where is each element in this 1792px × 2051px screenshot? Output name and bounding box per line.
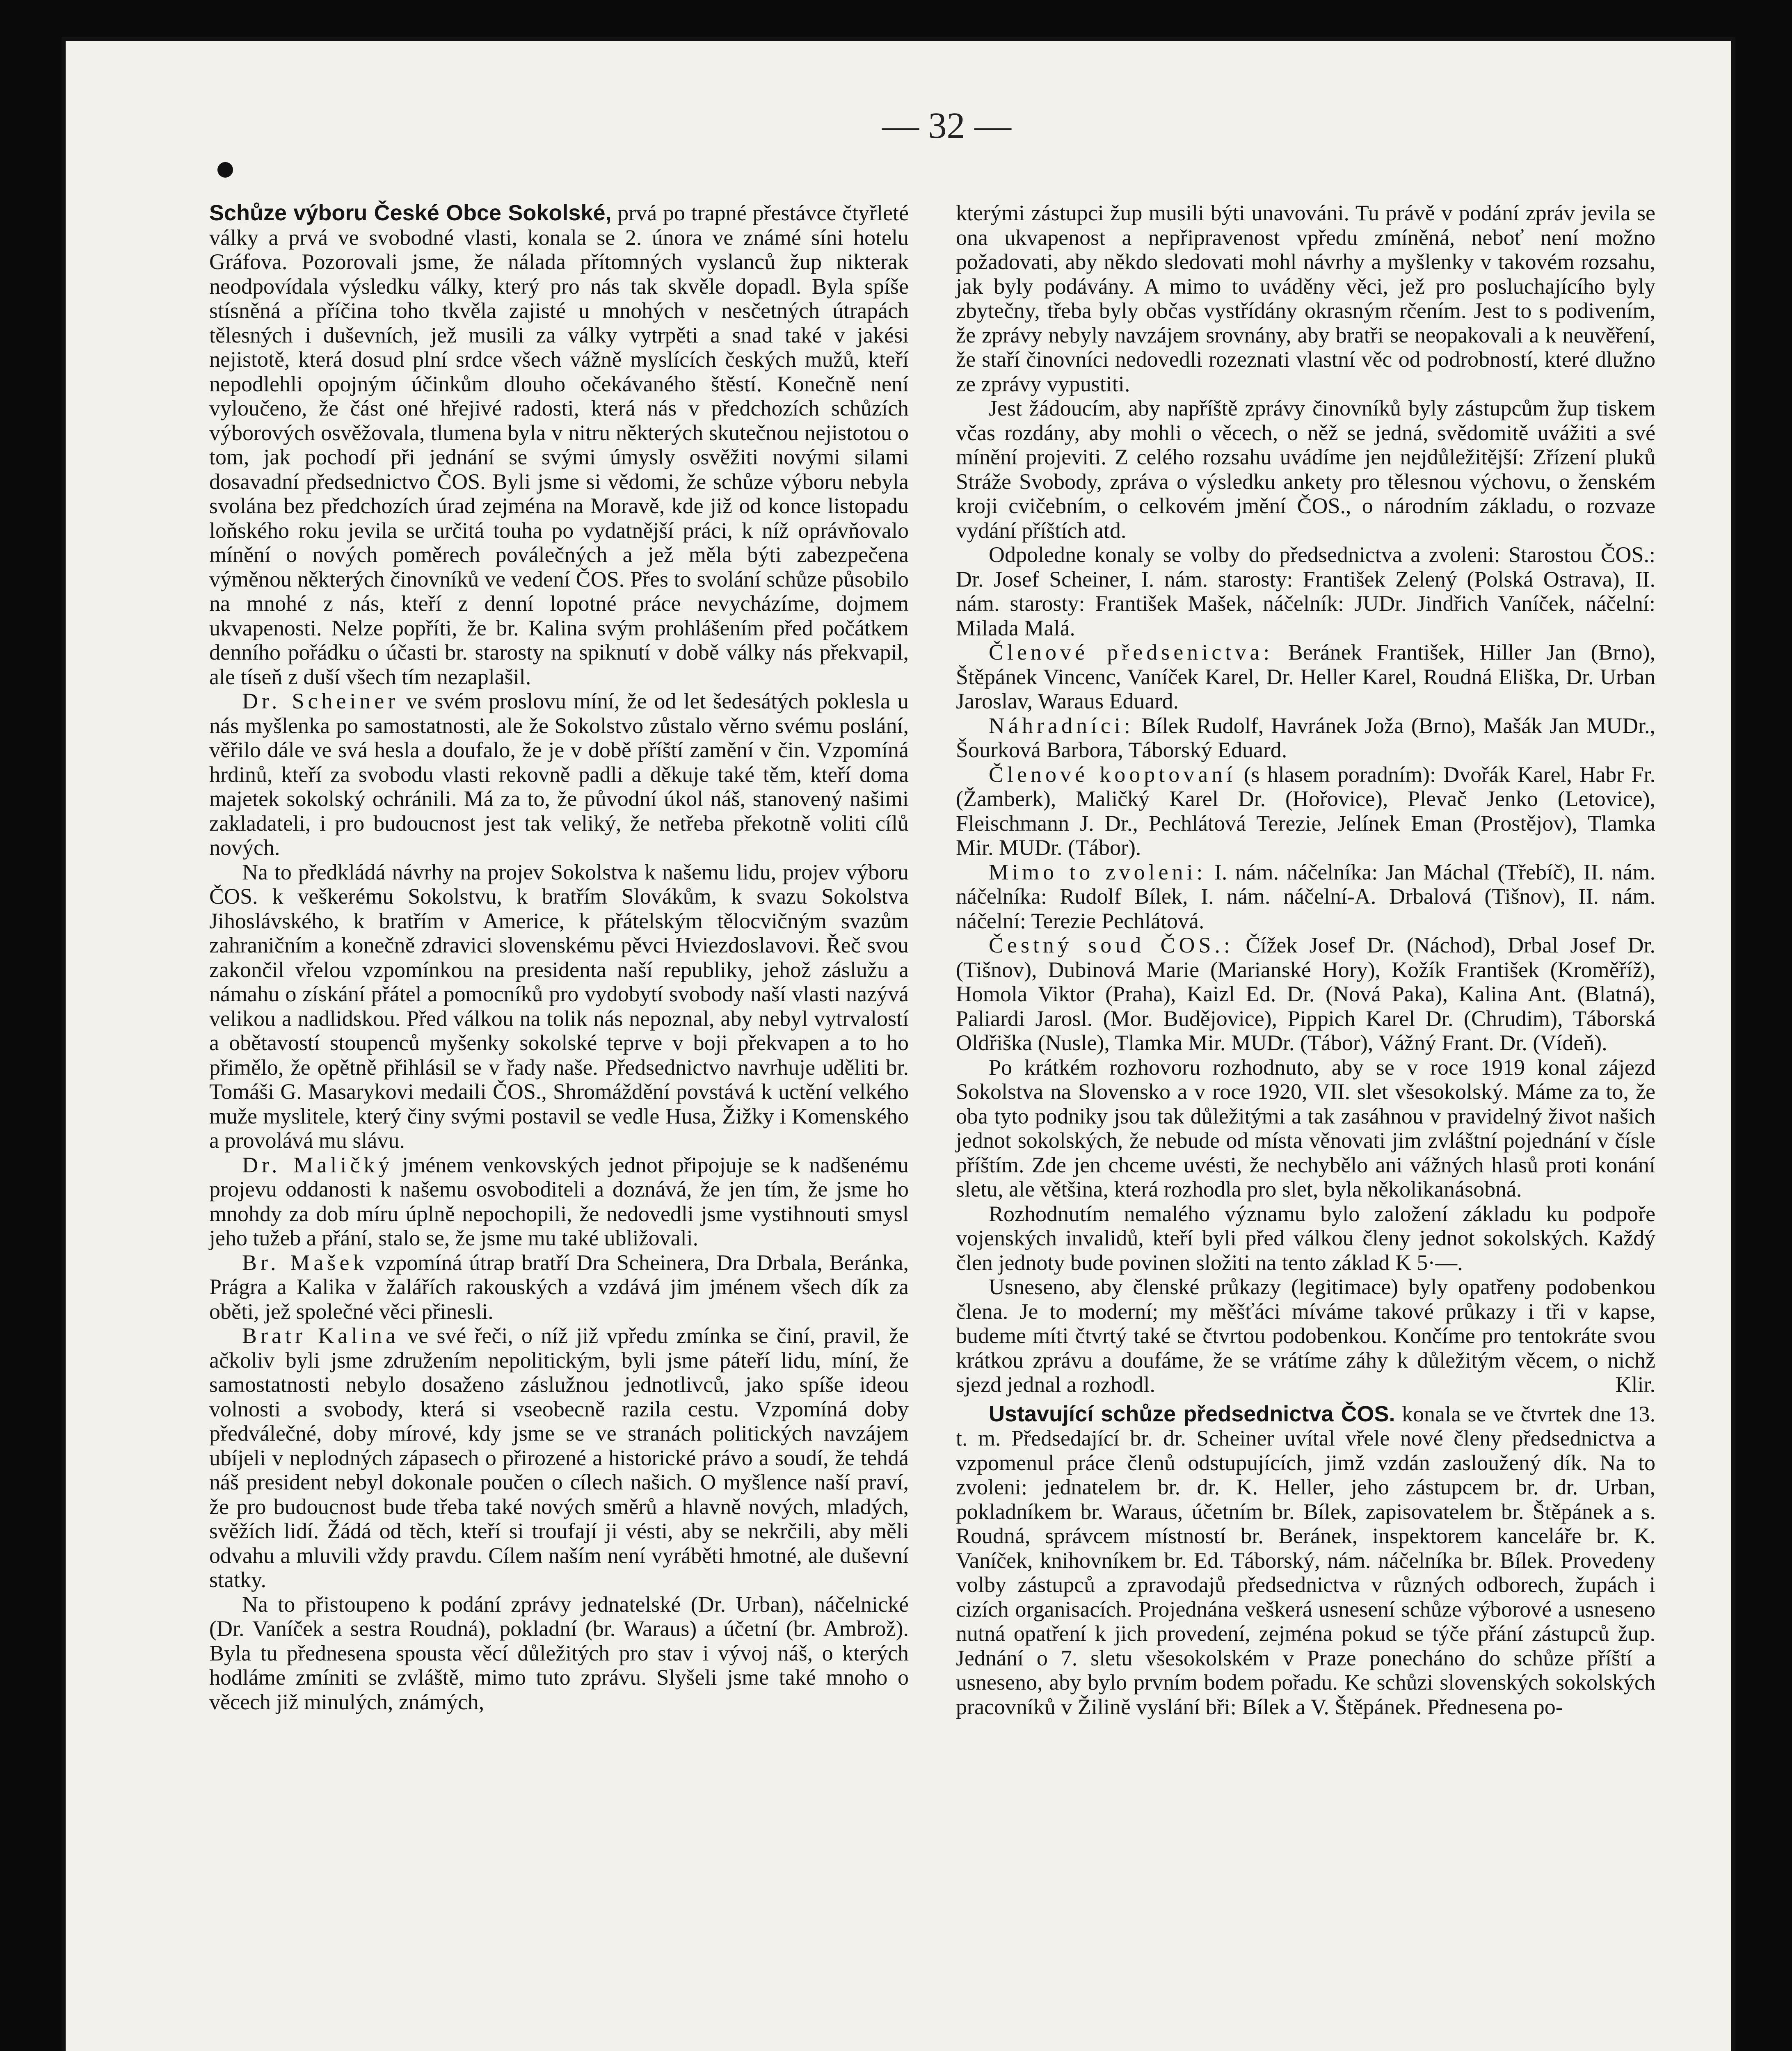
paragraph: Náhradníci: Bílek Rudolf, Havránek Joža (Brno), Mašák Jan MUDr., Šourková Barbora, Táborský Eduard. [956, 713, 1655, 762]
paragraph: Schůze výboru České Obce Sokolské, prvá po trapné přestávce čtyřleté války a prvá ve svobodné vlasti, konala se 2. února ve známé síni hotelu Gráfova. Pozorovali jsme, že nálada přítomných vyslanců žup nikterak neodpovídala výsledku války, který pro nás tak skvěle dopadl. Byla spíše stísněná a příčina toho tkvěla zajisté u mnohých v nesčetných útrapách tělesných i duševních, jež musili za války vytrpěti a snad také v jakési nejistotě, která dosud plní srdce všech vážně myslících českých mužů, kteří nepodlehli opojným účinkům dlouho očekávaného štěstí. Konečně není vyloučeno, že část oné hřejivé radosti, která nás v předchozích schůzích výborových osvěžovala, tlumena byla v nitru některých skutečnou nejistotou o tom, jak pochodí při jednání se svými úmysly osvěžiti novými silami dosavadní předsednictvo ČOS. Byli jsme si vědomi, že schůze výboru nebyla svolána bez předchozích úrad zejména na Moravě, kde již od konce listopadu loňského roku jevila se určitá touha po vydatnější práci, k níž oprávňovalo mínění o nových poměrech poválečných a jež měla býti zabezpečena výměnou některých činovníků ve vedení ČOS. Přes to svolání schůze působilo na mnohé z nás, kteří z denní lopotné práce nevycházíme, dojmem ukvapenosti. Nelze popříti, že br. Kalina svým prohlášením před počátkem denního pořádku o účasti br. starosty na spiknutí v době války nás překvapil, ale tíseň z duší všech tím nezaplašil. [209, 201, 909, 689]
right-column [956, 201, 1655, 1719]
paragraph: Odpoledne konaly se volby do předsednictva a zvoleni: Starostou ČOS.: Dr. Josef Scheiner, I. nám. starosty: František Zelený (Polská Ostrava), II. nám. starosty: František Mašek, náčelník: JUDr. Jindřich Vaníček, náčelní: Milada Malá. [956, 542, 1655, 640]
paragraph: Usneseno, aby členské průkazy (legitimace) byly opatřeny podobenkou člena. Je to moderní; my měšťáci míváme takové průkazy i tři v kapse, budeme míti čtvrtý také se čtvrtou podobenkou. Končíme pro tentokráte svou krátkou zprávu a doufáme, že se vrátíme záhy k důležitým věcem, o nichž sjezd jednal a rozhodl. Klir. [956, 1274, 1655, 1397]
list-label: Členové kooptovaní [989, 762, 1237, 787]
paragraph: Členové předsenictva: Beránek František, Hiller Jan (Brno), Štěpánek Vincenc, Vaníček Karel, Dr. Heller Karel, Roudná Eliška, Dr. Urban Jaroslav, Waraus Eduard. [956, 640, 1655, 713]
page-number: — 32 — [882, 105, 1011, 146]
left-column [209, 201, 909, 1714]
list-label: Náhradníci: [989, 713, 1134, 738]
speaker-name: Dr. Scheiner [242, 689, 399, 713]
paragraph: Po krátkém rozhovoru rozhodnuto, aby se v roce 1919 konal zájezd Sokolstva na Slovensko a v roce 1920, VII. slet všesokolský. Máme za to, že oba tyto podniky jsou tak důležitými a tak zasáhnou v pravidelný život našich jednot sokolských, že nebude od místa věnovati jim zvláštní pojednání v čísle příštím. Zde jen chceme uvésti, že nechybělo ani vážných hlasů proti konání sletu, ale většina, která rozhodla pro slet, byla několikanásobná. [956, 1055, 1655, 1201]
speaker-name: Br. Mašek [242, 1250, 368, 1275]
paragraph: Na to přistoupeno k podání zprávy jednatelské (Dr. Urban), náčelnické (Dr. Vaníček a sestra Roudná), pokladní (br. Waraus) a účetní (br. Ambrož). Byla tu přednesena spousta věcí důležitých pro stav i vývoj náš, o kterých hodláme zmíniti se zvláště, mimo tuto zprávu. Slyšeli jsme také mnoho o věcech již minulých, známých, [209, 1592, 909, 1714]
paragraph: Čestný soud ČOS.: Čížek Josef Dr. (Náchod), Drbal Josef Dr. (Tišnov), Dubinová Marie (Marianské Hory), Kožík František (Kroměříž), Homola Viktor (Praha), Kaizl Ed. Dr. (Nová Paka), Kalina Ant. (Blatná), Paliardi Jarosl. (Mor. Budějovice), Pippich Karel Dr. (Chrudim), Táborská Oldřiška (Nusle), Tlamka Mir. MUDr. (Tábor), Vážný Frant. Dr. (Vídeň). [956, 933, 1655, 1055]
paragraph: Členové kooptovaní (s hlasem poradním): Dvořák Karel, Habr Fr. (Žamberk), Maličký Karel Dr. (Hořovice), Plevač Jenko (Letovice), Fleischmann J. Dr., Pechlátová Terezie, Jelínek Eman (Prostějov), Tlamka Mir. MUDr. (Tábor). [956, 762, 1655, 860]
paragraph: Bratr Kalina ve své řeči, o níž již vpředu zmínka se činí, pravil, že ačkoliv byli jsme združením nepolitickým, byli jsme páteří lidu, míní, že samostatnosti nebylo dosaženo záslužnou jednotlivců, jako spíše ideou volnosti a svobody, která si vseobecně razila cestu. Vzpomíná doby předválečné, doby mírové, kdy jsme se ve stranách politických navzájem ubíjeli v neplodných zápasech o přirozené a historické právo a soudí, že tehdá náš president nebyl dokonale poučen o cílech našich. O myšlence naší praví, že pro budoucnost bude třeba také nových směrů a hlavně nových, mladých, svěžích lidí. Žádá od těch, kteří si troufají ji vésti, aby se nekrčili, aby měli odvahu a mluvili vždy pravdu. Cílem naším není vyráběti hmotné, ale duševní statky. [209, 1323, 909, 1592]
paragraph: kterými zástupci žup musili býti unavováni. Tu právě v podání zpráv jevila se ona ukvapenost a nepřipravenost vpředu zmíněná, neboť není možno požadovati, aby někdo sledovati mohl návrhy a myšlenky v takovém rozsahu, jak byly podávány. A mimo to uváděny věci, jež pro posluchajícího byly zbytečny, třeba byly občas vystřídány okrasným rčením. Jest to s podivením, že zprávy nebyly navzájem srovnány, aby bratři se neopakovali a k neuvěření, že staří činovníci nedovedli rozeznati vlastní věc od podrobností, které dlužno ze zprávy vypustiti. [956, 201, 1655, 396]
paragraph: Dr. Maličký jménem venkovských jednot připojuje se k nadšenému projevu oddanosti k našemu osvoboditeli a doznává, že jen tím, že jsme ho mnohdy za dob míru úplně nepochopili, že nedovedli jsme vystihnouti smysl jeho tužeb a přání, stalo se, že jsme mu také ubližovali. [209, 1152, 909, 1250]
list-label: Mimo to zvoleni: [989, 859, 1207, 884]
paragraph: Rozhodnutím nemalého významu bylo založení základu ku podpoře vojenských invalidů, kteří byli před válkou členy jednot sokolských. Každý člen jednoty bude povinen složiti na tento základ K 5·—. [956, 1201, 1655, 1275]
author-signature: Klir. [1615, 1372, 1655, 1397]
list-label: Čestný soud ČOS.: [989, 933, 1234, 957]
paragraph: Jest žádoucím, aby napříště zprávy činovníků byly zástupcům žup tiskem včas rozdány, aby mohli o věcech, o něž se jedná, svědomitě uvážiti a své mínění projeviti. Z celého rozsahu uvádíme jen nejdůležitější: Zřízení pluků Stráže Svobody, zpráva o výsledku ankety pro tělesnou výchovu, o ženském kroji cvičebním, o celkovém jmění ČOS., o národním základu, o rozvaze vydání příštích atd. [956, 396, 1655, 543]
list-label: Členové předsenictva: [989, 640, 1273, 665]
section-heading: Schůze výboru České Obce Sokolské, [209, 201, 612, 225]
speaker-name: Bratr Kalina [242, 1323, 400, 1348]
section-heading: Ustavující schůze předsednictva ČOS. [989, 1401, 1395, 1426]
paragraph: Mimo to zvoleni: I. nám. náčelníka: Jan Máchal (Třebíč), II. nám. náčelníka: Rudolf Bílek, I. nám. náčelní-A. Drbalová (Tišnov), II. nám. náčelní: Terezie Pechlátová. [956, 859, 1656, 933]
paragraph: Na to předkládá návrhy na projev Sokolstva k našemu lidu, projev výboru ČOS. k veškerému Sokolstvu, k bratřím Slovákům, k svazu Sokolstva Jihoslávského, k bratřím v Americe, k přátelským tělocvičným svazům zahraničním a konečně zdravici slovenskému pěvci Hviezdoslavovi. Řeč svou zakončil vřelou vzpomínkou na presidenta naší republiky, jehož záslužu a námahu o získání přátel a pomocníků pro vydobytí svobody naší vlasti nazývá velikou a nadlidskou. Před válkou na tolik nás nepoznal, aby nebyl vytrvalostí a obětavostí stoupenců myšenky sokolské teprve v boji překvapen a to ho přimělo, že opětně přihlásil se v řady naše. Předsednictvo navrhuje uděliti br. Tomáši G. Masarykovi medaili ČOS., Shromáždění povstává k uctění velkého muže myslitele, který činy svými postavil se vedle Husa, Žižky i Komenského a provolává mu slávu. [209, 859, 909, 1153]
bullet-mark [217, 162, 233, 178]
paragraph: Dr. Scheiner ve svém proslovu míní, že od let šedesátých poklesla u nás myšlenka po samostatnosti, ale že Sokolstvo zůstalo věrno svému poslání, věřilo dále ve svá hesla a doufalo, že je v době příští zamění v čin. Vzpomíná hrdinů, kteří za svobodu vlasti rekovně padli a děkuje také těm, kteří doma majetek sokolský ochránili. Má za to, že původní úkol náš, stanovený našimi zakladateli, i pro budoucnost jest tak veliký, že netřeba překotně voliti cílů nových. [209, 689, 909, 860]
paragraph: Br. Mašek vzpomíná útrap bratří Dra Scheinera, Dra Drbala, Beránka, Prágra a Kalika v žalářích rakouských a vzdává jim jménem všech dík za oběti, jež společné věci přinesli. [209, 1250, 909, 1324]
speaker-name: Dr. Maličký [242, 1152, 393, 1177]
paragraph: Ustavující schůze předsednictva ČOS. konala se ve čtvrtek dne 13. t. m. Předsedající br. dr. Scheiner uvítal vřele nové členy předsednictva a vzpomenul práce členů odstupujících, jimž vzdán zasloužený dík. Na to zvoleni: jednatelem br. dr. K. Heller, jeho zástupcem br. dr. Urban, pokladníkem br. Waraus, účetním br. Bílek, zapisovatelem br. Štěpánek a s. Roudná, správcem místností br. Beránek, inspektorem kanceláře br. K. Vaníček, knihovníkem br. Ed. Táborský, nám. náčelníka br. Bílek. Provedeny volby zástupců a zpravodajů předsednictva v různých odborech, župách i cizích organisacích. Projednána veškerá usnesení schůze výborové a usneseno nutná opatření k jich provedení, zejména pokud se týče přání zástupců žup. Jednání o 7. sletu všesokolském v Praze ponecháno do schůze příští a usneseno, aby bylo prvním bodem pořadu. Ke schůzi slovenských sokolských pracovníků v Žilině vyslání bři: Bílek a V. Štěpánek. Přednesena po- [956, 1401, 1655, 1719]
